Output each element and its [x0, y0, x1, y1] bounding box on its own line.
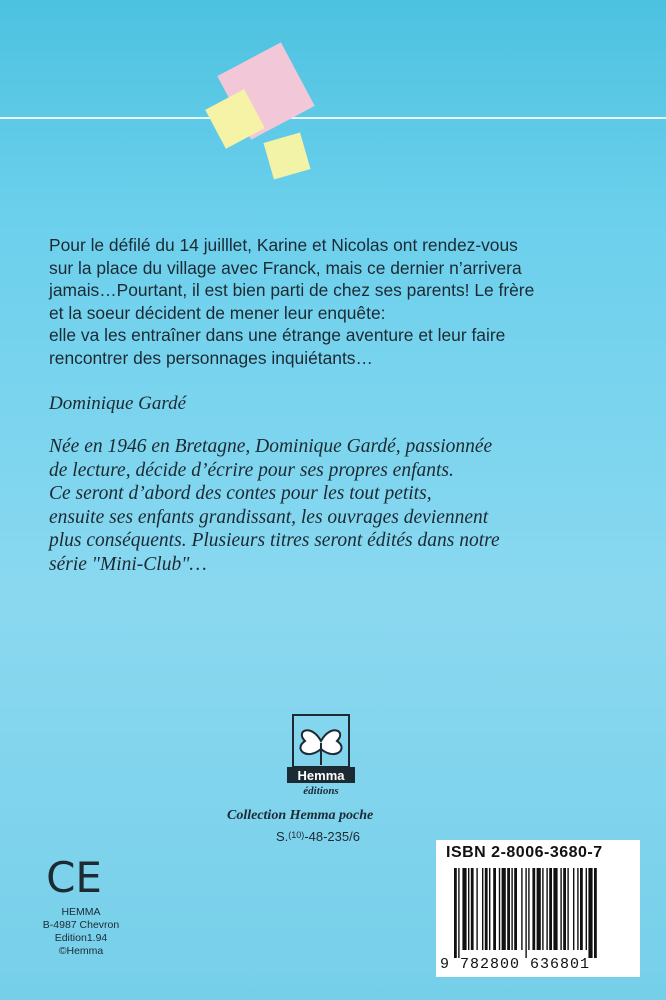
- imprint-line: HEMMA: [61, 906, 101, 918]
- barcode-icon: [454, 868, 628, 958]
- barcode-bar: [563, 868, 566, 950]
- barcode-bar: [546, 868, 547, 950]
- bio-line: plus conséquents. Plusieurs titres seront édités dans notre: [49, 530, 500, 551]
- blurb-line: jamais…Pourtant, il est bien parti de chez ses parents! Le frère: [49, 280, 535, 300]
- hemma-clover-logo: [285, 713, 357, 797]
- barcode-bar: [542, 868, 543, 950]
- author-name: Dominique Gardé: [49, 393, 187, 414]
- barcode-bar: [525, 868, 526, 958]
- blurb-line: Pour le défilé du 14 juilllet, Karine et Nicolas ont rendez-vous: [49, 235, 518, 255]
- barcode-bar: [521, 868, 522, 950]
- blurb-line: et la soeur décident de mener leur enquête:: [49, 302, 386, 323]
- barcode-bar: [489, 868, 490, 950]
- barcode-bar: [476, 868, 477, 950]
- bio-line: série "Mini-Club"…: [49, 553, 207, 575]
- imprint-line: Edition1.94: [54, 932, 108, 944]
- barcode-bar: [537, 868, 541, 950]
- barcode-bar: [514, 868, 517, 950]
- yellow-square-decoration-small: [263, 132, 310, 179]
- blurb-line: elle va les entraîner dans une étrange aventure et leur faire: [49, 325, 506, 345]
- barcode-bar: [567, 868, 568, 950]
- ce-mark-icon: [43, 854, 105, 898]
- ce-label: CE: [46, 854, 102, 898]
- barcode-bar: [485, 868, 488, 950]
- bio-line: Née en 1946 en Bretagne, Dominique Gardé, passionnée: [49, 436, 493, 457]
- barcode-bar: [573, 868, 574, 950]
- barcode-bar: [502, 868, 506, 950]
- barcode-bar: [471, 868, 474, 950]
- barcode-bar: [553, 868, 557, 950]
- imprint-line: ©Hemma: [58, 945, 104, 957]
- collection-title: Collection Hemma poche: [227, 808, 374, 823]
- barcode-bar: [594, 868, 597, 958]
- series-suffix: -48-235/6: [304, 829, 360, 844]
- blurb-line: rencontrer des personnages inquiétants…: [49, 347, 373, 368]
- barcode-bar: [588, 868, 592, 958]
- horizontal-rule: [0, 117, 666, 119]
- barcode-bar: [458, 868, 459, 958]
- publisher-imprint: [37, 906, 125, 958]
- barcode-bar: [499, 868, 500, 950]
- barcode-bar: [468, 868, 469, 950]
- barcode-bar: [454, 868, 457, 958]
- imprint-line: B-4987 Chevron: [42, 919, 120, 931]
- series-sub: (10): [288, 830, 305, 840]
- author-bio: [49, 435, 629, 576]
- logo-name: Hemma: [297, 768, 345, 783]
- barcode-bar: [560, 868, 561, 950]
- barcode-bar: [586, 868, 587, 950]
- bio-line: ensuite ses enfants grandissant, les ouvrages deviennent: [49, 506, 489, 528]
- barcode-bar: [511, 868, 512, 950]
- barcode-bar: [482, 868, 483, 950]
- isbn-number: ISBN 2-8006-3680-7: [446, 844, 603, 861]
- barcode-bar: [493, 868, 496, 950]
- barcode-bar: [549, 868, 552, 950]
- blurb-line: sur la place du village avec Franck, mais ce dernier n’arrivera: [49, 257, 522, 278]
- barcode-bar: [532, 868, 535, 950]
- barcode-bar: [528, 868, 529, 950]
- bio-line: de lecture, décide d’écrire pour ses propres enfants.: [49, 459, 454, 481]
- barcode-bar: [580, 868, 583, 950]
- barcode-bar: [577, 868, 578, 950]
- logo-sub: éditions: [303, 785, 339, 797]
- barcode-bar: [462, 868, 466, 950]
- bio-line: Ce seront d’abord des contes pour les tout petits,: [49, 483, 432, 504]
- book-blurb: [49, 234, 629, 369]
- barcode-panel: [436, 840, 640, 977]
- series-prefix: S.: [276, 829, 289, 844]
- ean-number: 9 782800 636801: [440, 956, 591, 973]
- series-number: [276, 829, 360, 844]
- barcode-bar: [507, 868, 510, 950]
